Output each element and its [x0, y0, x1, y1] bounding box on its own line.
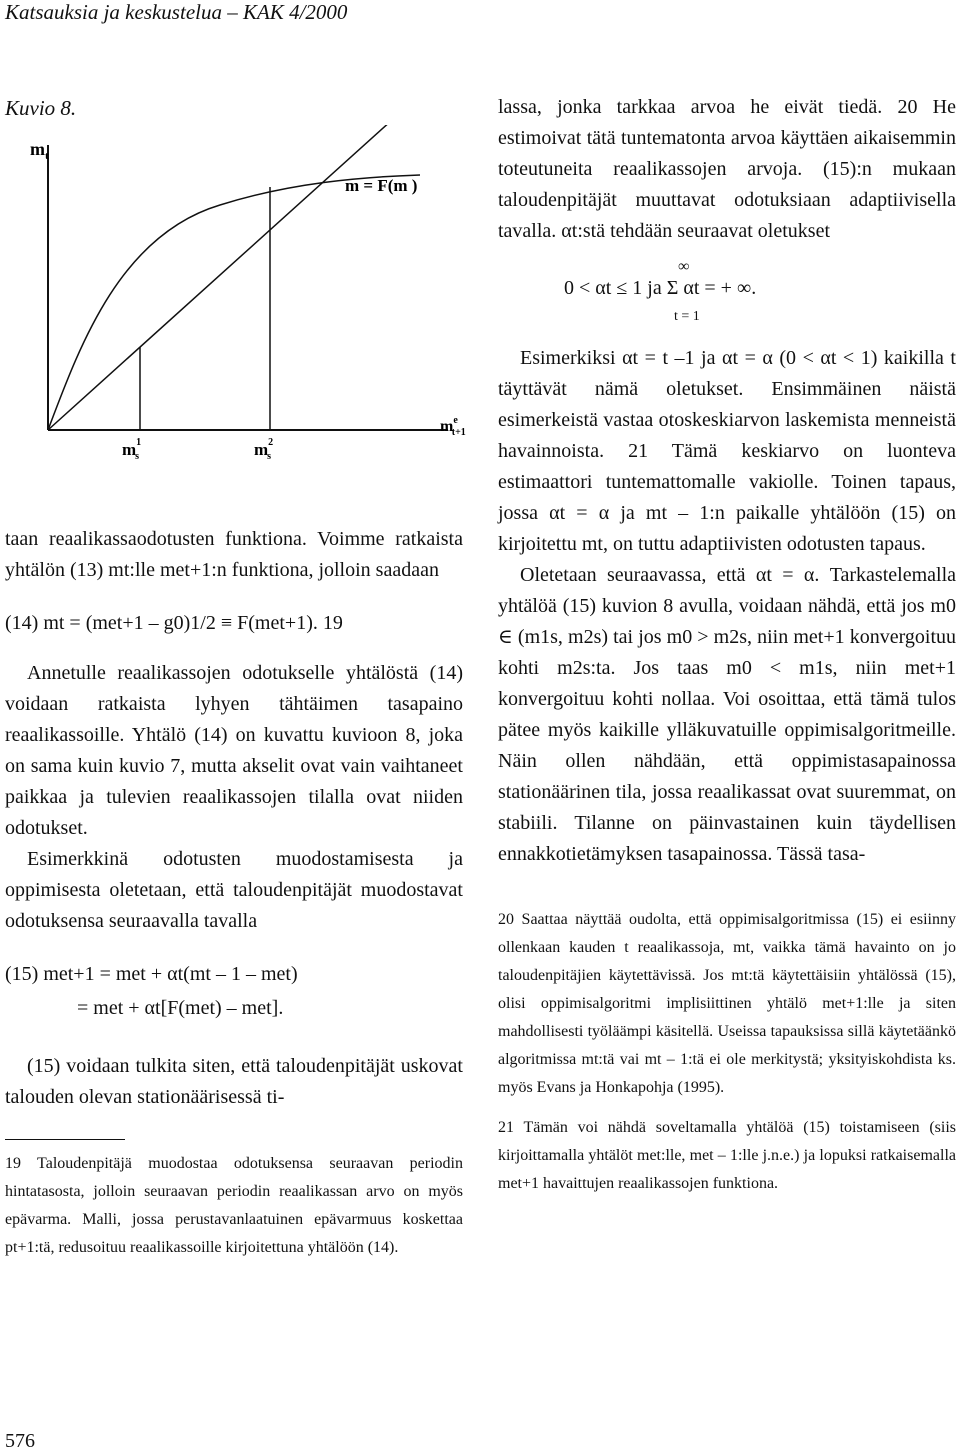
- sum-lower-limit: t = 1: [674, 309, 700, 324]
- running-header: Katsauksia ja keskustelua – KAK 4/2000: [5, 0, 348, 24]
- condition-equation: [498, 247, 956, 343]
- left-paragraph-1: taan reaalikassaodotusten funktiona. Voimme ratkaista yhtälön (13) mt:lle met+1:n funktiona, jolloin saadaan: [5, 528, 463, 581]
- footnote-20-text: 20 Saattaa näyttää oudolta, että oppimisalgoritmissa (15) ei esiinny ollenkaan kauden t reaalikassoja, mt, vaikka tämä havainto on jo taloudenpitäjien käytettävissä. Jos mt:tä käytettäisiin yhtälössä (15), olisi oppimisalgoritmi implisiittinen yhtälö met+1:lle ja siten mahdollisesti työläämpi käsitellä. Useissa tapauksissa sillä käytetäänkö algoritmissa mt:tä vai mt – 1:tä ei ole merkitystä; yksityiskohdista ks. myös Evans ja Honkapohja (1995).: [498, 911, 956, 1096]
- left-column: [5, 524, 463, 1262]
- svg-text:met+1: [440, 415, 466, 438]
- left-paragraph-4: (15) voidaan tulkita siten, että taloudenpitäjät uskovat talouden olevan stationäärisessä ti-: [5, 1055, 463, 1108]
- left-paragraph-2: Annetulle reaalikassojen odotukselle yhtälöstä (14) voidaan ratkaista lyhyen tähtäimen tasapaino reaalikassoille. Yhtälö (14) on kuvattu kuvioon 8, joka on sama kuin kuvio 7, mutta akselit ovat vain vaihtaneet paikkaa ja tulevien reaalikassojen tilalla ovat niiden odotukset.: [5, 662, 463, 839]
- tick2-label-sub: s: [267, 451, 272, 462]
- footnote-21-text: 21 Tämän voi nähdä soveltamalla yhtälöä (15) toistamiseen (siis kirjoittamalla yhtälöt met:lle, met – 1:lle j.n.e.) ja lopuksi ratkaisemalla met+1 havaittujen reaalikassojen funktiona.: [498, 1119, 956, 1192]
- svg-text:m1s: [122, 437, 141, 462]
- condition-text: 0 < αt ≤ 1 ja Σ αt = + ∞.: [564, 277, 757, 299]
- tick1-label-sup: 1: [136, 437, 142, 448]
- svg-text:mt: [30, 139, 49, 162]
- forty-five-degree-line: [48, 125, 392, 430]
- equation-15-line-1: (15) met+1 = met + αt(mt – 1 – met): [5, 963, 298, 985]
- curve-F: [48, 175, 420, 430]
- x-axis-label-sub: t+1: [451, 427, 466, 438]
- tick2-label-sup: 2: [268, 437, 274, 448]
- tick1-label: m: [122, 440, 137, 459]
- curve-label: m = F(m ): [345, 176, 418, 195]
- x-axis-label: m: [440, 418, 454, 435]
- y-axis-label: m: [30, 139, 45, 159]
- page-number: 576: [5, 1430, 35, 1452]
- right-column: [498, 92, 956, 1198]
- right-paragraph-2: Esimerkiksi αt = t –1 ja αt = α (0 < αt < 1) kaikilla t täyttävät nämä oletukset. Ensimmäinen näistä esimerkeistä vastaa otoskeskiarvon laskemista menneistä havainnoista. 21 Tämä keskiarvo on luonteva estimaattori tuntemattomalle vakiolle. Toinen tapaus, jossa αt = α ja mt – 1:n paikalle yhtälöön (15) on kirjoitettu mt, on tuttu adaptiivisten odotusten tapaus.: [498, 347, 956, 555]
- equation-15-line-2: = met + αt[F(met) – met].: [77, 997, 284, 1019]
- footnote-19-text: 19 Taloudenpitäjä muodostaa odotuksensa seuraavan periodin hintatasosta, jolloin seuraavan periodin reaalikassan arvo on myös epävarma. Malli, jossa perustavanlaatuinen epävarmuus koskettaa pt+1:tä, redusoituu reaalikassoille kirjoitettuna yhtälöön (14).: [5, 1155, 463, 1256]
- right-paragraph-1: lassa, jonka tarkkaa arvoa he eivät tiedä. 20 He estimoivat tätä tuntematonta arvoa käyttäen aikaisemmin toteutuneita reaalikassojen arvoja. (15):n mukaan taloudenpitäjät muuttavat odotuksiaan adaptiivisella tavalla. αt:stä tehdään seuraavat oletukset: [498, 96, 956, 242]
- right-paragraph-3: Oletetaan seuraavassa, että αt = α. Tarkastelemalla yhtälöä (15) kuvion 8 avulla, voidaan nähdä, että jos m0 ∈ (m1s, m2s) tai jos m0 > m2s, niin met+1 konvergoituu kohti m2s:ta. Jos taas m0 < m1s, niin met+1 konvergoituu kohti nollaa. Voi osoittaa, että tämä tulos pätee myös kaikille ylläkuvatuille oppimisalgoritmeille. Näin ollen nähdään, että oppimistasapainossa stationäärinen tila, jossa reaalikassat ovat suuremmat, on stabiili. Tilanne on päinvastainen kuin täydellisen ennakkotietämyksen tasapainossa. Tässä tasa-: [498, 564, 956, 865]
- left-paragraph-3: Esimerkkinä odotusten muodostamisesta ja oppimisesta oletetaan, että taloudenpitäjät muodostavat odotuksensa seuraavalla tavalla: [5, 848, 463, 932]
- footnote-19: [5, 1150, 463, 1262]
- footnote-20: [498, 906, 956, 1102]
- y-axis-label-sub: t: [45, 150, 49, 162]
- figure-8-diagram: [0, 125, 480, 475]
- svg-text:m2s: [254, 437, 273, 462]
- footnote-21: [498, 1114, 956, 1198]
- sum-upper-limit: ∞: [678, 258, 690, 275]
- tick2-label: m: [254, 440, 269, 459]
- equation-14: (14) mt = (met+1 – g0)1/2 ≡ F(met+1). 19: [5, 612, 343, 634]
- figure-caption: Kuvio 8.: [5, 96, 77, 120]
- x-axis-label-sup: e: [453, 415, 458, 426]
- tick1-label-sub: s: [135, 451, 140, 462]
